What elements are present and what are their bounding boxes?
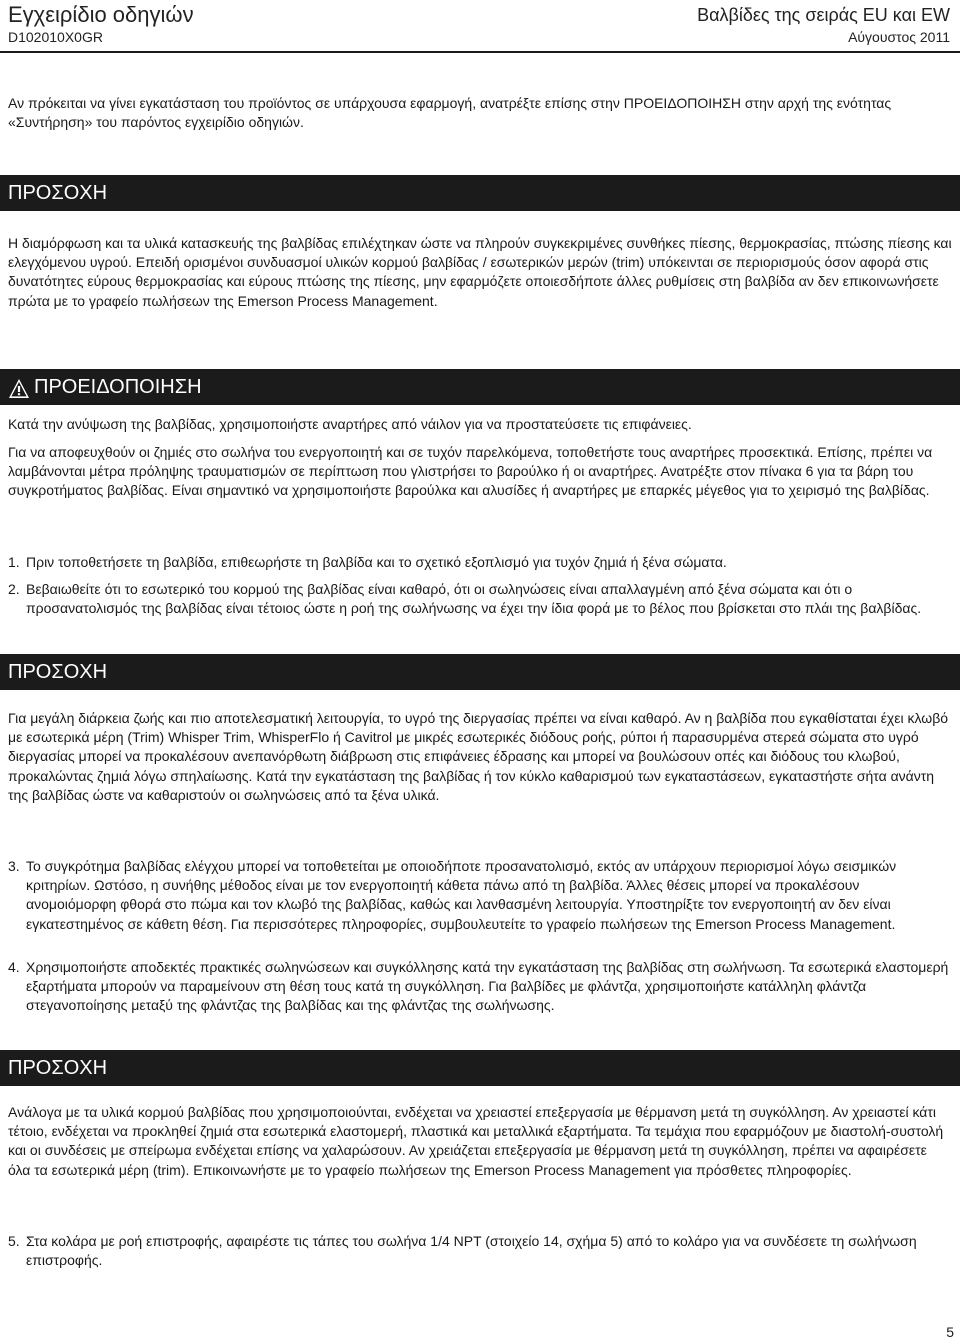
step-number: 4. (8, 959, 20, 975)
manual-title: Εγχειρίδιο οδηγιών (8, 2, 194, 27)
header-divider (0, 51, 960, 53)
caution-body-2 (8, 709, 952, 805)
intro-note (8, 94, 952, 132)
caution-text-2: Για μεγάλη διάρκεια ζωής και πιο αποτελεσματική λειτουργία, το υγρό της διεργασίας πρέπει να είναι καθαρό. Αν η βαλβίδα που εγκαθίσταται έχει κλωβό με εσωτερικά μέρη (Trim) Whisper Trim, WhisperFlo ή Cavitrol με μικρές εσωτερικές διόδους ροής, ρύποι ή παρασυρμένα στερεά σώματα στο υγρό διεργασίας μπορεί να προκαλέσουν ανεπανόρθωτη διάβρωση στις επιφάνειες έδρασης και μπορεί να βουλώσουν οπές και διόδους του κλωβού, προκαλώντας ζημιά λόγω σπηλαίωσης. Κατά την εγκατάσταση της βαλβίδας ή τον κύκλο καθαρισμού των εγκαταστάσεων, εγκαταστήστε σήτα ανάντη της βαλβίδας ώστε να καθαριστούν οι σωληνώσεις από τα ξένα υλικά. (8, 710, 949, 803)
step-number: 1. (8, 554, 20, 570)
publication-date: Αύγουστος 2011 (848, 29, 950, 45)
warning-triangle-icon (8, 376, 30, 398)
caution-banner-3 (0, 1050, 960, 1086)
step-text: Πριν τοποθετήσετε τη βαλβίδα, επιθεωρήστε τη βαλβίδα και το σχετικό εξοπλισμό για τυχόν ζημιά ή ξένα σώματα. (26, 554, 727, 570)
step-1 (8, 553, 952, 572)
step-3 (8, 857, 952, 934)
document-code: D102010X0GR (8, 29, 103, 45)
caution-banner-2 (0, 654, 960, 690)
series-title: Βαλβίδες της σειράς EU και EW (697, 5, 950, 25)
caution-body-3 (8, 1103, 952, 1180)
page-number: 5 (946, 1324, 954, 1340)
step-text: Το συγκρότημα βαλβίδας ελέγχου μπορεί να τοποθετείται με οποιοδήποτε προσανατολισμό, εκτός αν υπάρχουν περιορισμοί λόγω σεισμικών κριτηρίων. Ωστόσο, η συνήθης μέθοδος είναι με τον ενεργοποιητή κάθετα πάνω από τη βαλβίδα. Άλλες θέσεις μπορεί να προκαλέσουν ανομοιόμορφη φθορά στο πώμα και τον κλωβό της βαλβίδας, καθώς και λανθασμένη λειτουργία. Υποστηρίξτε τον ενεργοποιητή αν δεν είναι εγκατεστημένος σε κάθετη θέση. Για περισσότερες πληροφορίες, συμβουλευτείτε το γραφείο πωλήσεων της Emerson Process Management. (26, 858, 897, 932)
caution-text-1: Η διαμόρφωση και τα υλικά κατασκευής της βαλβίδας επιλέχτηκαν ώστε να πληρούν συγκεκριμένες συνθήκες πίεσης, θερμοκρασίας, πτώσης πίεσης και ελεγχόμενου υγρού. Επειδή ορισμένοι συνδυασμοί υλικών κορμού βαλβίδας / εσωτερικών μερών (trim) υπόκεινται σε περιορισμούς όσον αφορά στις δυνατότητες εύρους θερμοκρασίας και εύρους πτώσης της πίεσης, μην εφαρμόζετε οποιεσδήποτε άλλες ρυθμίσεις στη βαλβίδα αν δεν επικοινωνήσετε πρώτα με το γραφείο πωλήσεων της Emerson Process Management. (8, 235, 952, 309)
warning-body-1 (8, 415, 952, 434)
warning-text-1: Κατά την ανύψωση της βαλβίδας, χρησιμοποιήστε αναρτήρες από νάιλον για να προστατεύσετε τις επιφάνειες. (8, 416, 692, 432)
step-4 (8, 958, 952, 1016)
warning-banner (0, 369, 960, 405)
step-text: Στα κολάρα με ροή επιστροφής, αφαιρέστε τις τάπες του σωλήνα 1/4 NPT (στοιχείο 14, σχήμα 5) από το κολάρο για να συνδέσετε τη σωλήνωση επιστροφής. (26, 1233, 917, 1269)
warning-label: ΠΡΟΕΙΔΟΠΟΙΗΣΗ (34, 376, 202, 398)
step-number: 2. (8, 581, 20, 597)
step-text: Χρησιμοποιήστε αποδεκτές πρακτικές σωληνώσεων και συγκόλλησης κατά την εγκατάσταση της βαλβίδας στη σωλήνωση. Τα εσωτερικά ελαστομερή εξαρτήματα μπορούν να παραμείνουν στη θέση τους κατά τη συγκόλληση. Για βαλβίδες με φλάντζα, χρησιμοποιήστε κατάλληλη φλάντζα στεγανοποίησης μεταξύ της φλάντζας της βαλβίδας και της φλάντζας της σωλήνωσης. (26, 959, 949, 1014)
step-text: Βεβαιωθείτε ότι το εσωτερικό του κορμού της βαλβίδας είναι καθαρό, ότι οι σωληνώσεις είναι απαλλαγμένη από ξένα σώματα και ότι ο προσανατολισμός της βαλβίδας είναι τέτοιος ώστε η ροή της σωλήνωσης να έχει την ίδια φορά με το βέλος που βρίσκεται στο πλάι της βαλβίδας. (26, 581, 922, 617)
caution-body-1 (8, 234, 952, 311)
step-2 (8, 580, 952, 618)
step-number: 5. (8, 1233, 20, 1249)
caution-label-3: ΠΡΟΣΟΧΗ (8, 1057, 108, 1079)
intro-note-text: Αν πρόκειται να γίνει εγκατάσταση του προϊόντος σε υπάρχουσα εφαρμογή, ανατρέξτε επίσης στην ΠΡΟΕΙΔΟΠΟΙΗΣΗ στην αρχή της ενότητας «Συντήρηση» του παρόντος εγχειρίδιο οδηγιών. (8, 95, 892, 131)
header-left (8, 2, 194, 46)
caution-text-3: Ανάλογα με τα υλικά κορμού βαλβίδας που χρησιμοποιούνται, ενδέχεται να χρειαστεί επεξεργασία με θέρμανση μετά τη συγκόλληση. Αν χρειαστεί κάτι τέτοιο, ενδέχεται να προκληθεί ζημιά στα εσωτερικά ελαστομερή, πλαστικά και μεταλλικά εξαρτήματα. Τα τεμάχια που εφαρμόζουν με διαστολή-συστολή και οι συνδέσεις με σπείρωμα ενδέχεται επίσης να χαλαρώσουν. Αν χρειάζεται επεξεργασία με θέρμανση μετά τη συγκόλληση, πρέπει να αφαιρέσετε όλα τα εσωτερικά μέρη (trim). Επικοινωνήστε με το γραφείο πωλήσεων της Emerson Process Management για πρόσθετες πληροφορίες. (8, 1104, 944, 1178)
warning-body-2 (8, 443, 952, 501)
step-number: 3. (8, 858, 20, 874)
header-right (697, 2, 950, 46)
caution-banner-1 (0, 175, 960, 211)
warning-text-2: Για να αποφευχθούν οι ζημιές στο σωλήνα του ενεργοποιητή και σε τυχόν παρελκόμενα, τοποθετήστε τους αναρτήρες προσεκτικά. Επίσης, πρέπει να λαμβάνονται μέτρα πρόληψης τραυματισμών σε περίπτωση που γλιστρήσει το βαρούλκο ή οι αναρτήρες. Ανατρέξτε στον πίνακα 6 για τα βάρη του συγκροτήματος βαλβίδας. Είναι σημαντικό να χρησιμοποιήστε βαρούλκα και αλυσίδες ή αναρτήρες με επαρκές μέγεθος για το χειρισμό της βαλβίδας. (8, 444, 933, 499)
step-5 (8, 1232, 952, 1270)
caution-label-1: ΠΡΟΣΟΧΗ (8, 182, 108, 204)
caution-label-2: ΠΡΟΣΟΧΗ (8, 661, 108, 683)
